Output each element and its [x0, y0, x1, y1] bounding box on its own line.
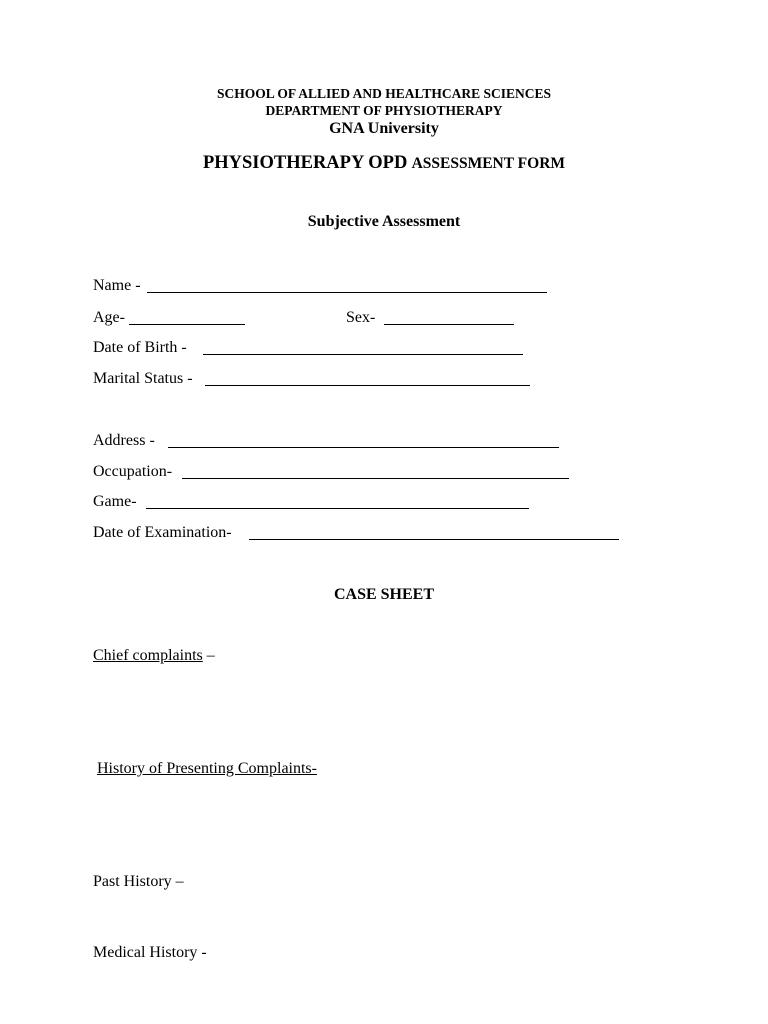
subjective-heading: Subjective Assessment — [307, 213, 461, 230]
history-presenting-label — [97, 761, 317, 777]
case-sheet-heading: CASE SHEET — [333, 586, 435, 603]
chief-complaints-label: Chief complaints — [93, 647, 203, 664]
marital-status-field[interactable] — [205, 385, 530, 386]
address-field[interactable] — [168, 447, 559, 448]
dob-field[interactable] — [203, 354, 523, 355]
exam-date-field[interactable] — [249, 539, 619, 540]
sex-field[interactable] — [384, 324, 514, 325]
university-name: GNA University — [329, 120, 439, 137]
age-field[interactable] — [129, 324, 245, 325]
chief-complaints — [93, 648, 215, 664]
department-name: DEPARTMENT OF PHYSIOTHERAPY — [265, 103, 503, 118]
marital-status-label: Marital Status - — [93, 370, 193, 387]
age-label: Age- — [93, 309, 125, 326]
history-presenting-text: History of Presenting Complaints- — [97, 760, 317, 777]
name-field[interactable] — [147, 292, 547, 293]
name-label: Name - — [93, 277, 141, 294]
school-name: SCHOOL OF ALLIED AND HEALTHCARE SCIENCES — [217, 86, 551, 101]
address-label: Address - — [93, 432, 155, 449]
form-title — [0, 154, 768, 173]
game-label: Game- — [93, 493, 137, 510]
form-title-part2: ASSESSMENT FORM — [411, 155, 566, 172]
game-field[interactable] — [146, 508, 529, 509]
form-title-part1: PHYSIOTHERAPY OPD — [202, 153, 408, 173]
occupation-field[interactable] — [182, 478, 569, 479]
chief-complaints-dash: – — [202, 647, 215, 664]
exam-date-label: Date of Examination- — [93, 524, 232, 541]
medical-history-label: Medical History - — [93, 944, 207, 961]
sex-label: Sex- — [346, 309, 376, 326]
dob-label: Date of Birth - — [93, 339, 187, 356]
occupation-label: Occupation- — [93, 463, 173, 480]
past-history-label: Past History – — [93, 873, 184, 890]
